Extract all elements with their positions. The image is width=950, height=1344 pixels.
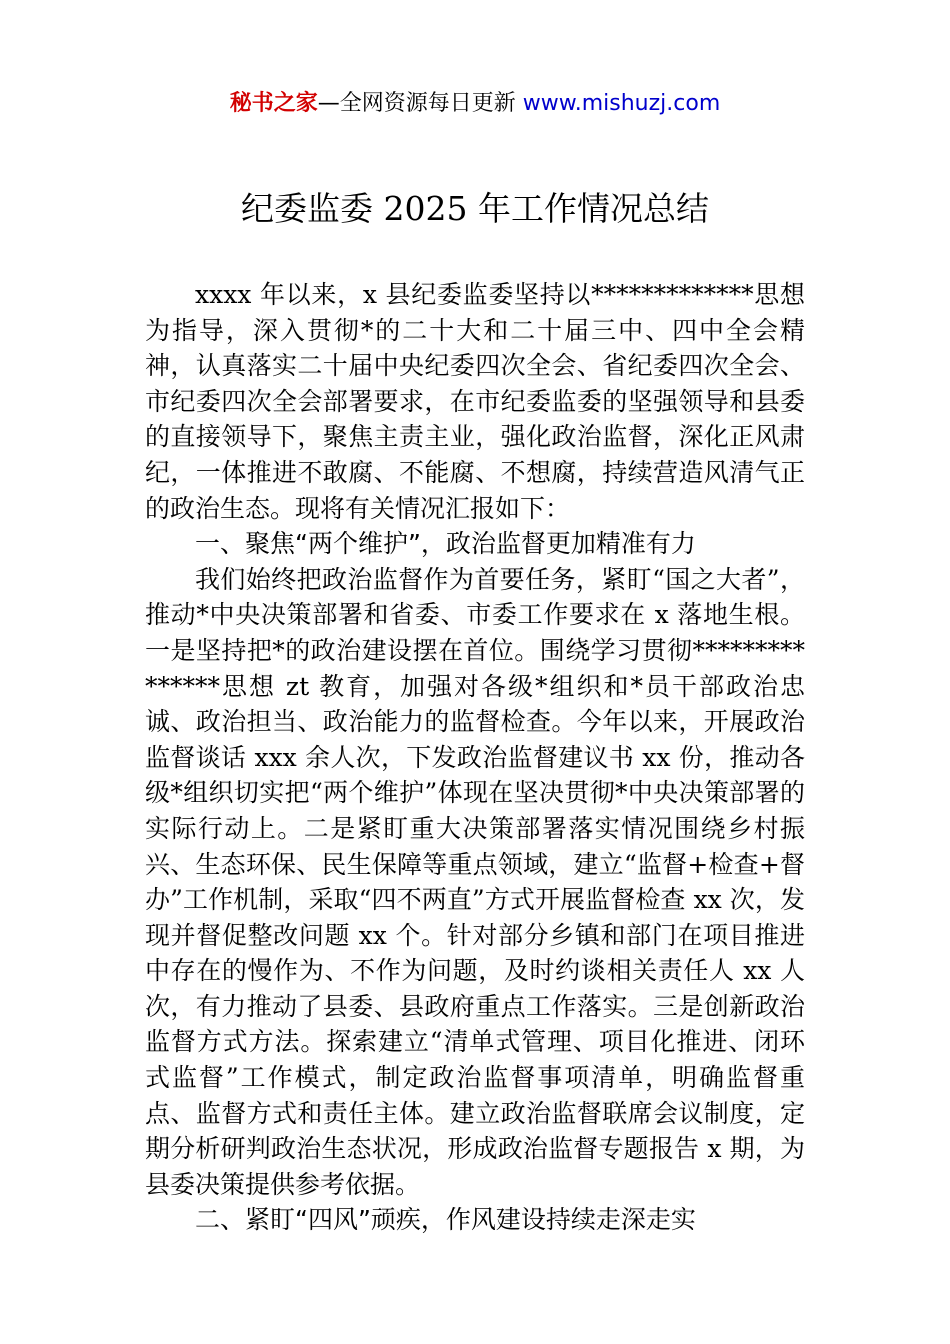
site-brand: 秘书之家 <box>229 91 318 116</box>
site-url-link[interactable]: www.mishuzj.com <box>522 91 721 116</box>
section-paragraph-1: 我们始终把政治监督作为首要任务，紧盯“国之大者”，推动*中央决策部署和省委、市委工作要求在 x 落地生根。一是坚持把*的政治建设摆在首位。围绕学习贯彻***************思想 zt 教育，加强对各级*组织和*员干部政治忠诚、政治担当、政治能力的监督检查。今年以来，开展政治监督谈话 xxx 余人次，下发政治监督建议书 xx 份，推动各级*组织切实把“两个维护”体现在坚决贯彻*中央决策部署的实际行动上。二是紧盯重大决策部署落实情况围绕乡村振兴、生态环保、民生保障等重点领域，建立“监督+检查+督办”工作机制，采取“四不两直”方式开展监督检查 xx 次，发现并督促整改问题 xx 个。针对部分乡镇和部门在项目推进中存在的慢作为、不作为问题，及时约谈相关责任人 xx 人次，有力推动了县委、县政府重点工作落实。三是创新政治监督方式方法。探索建立“清单式管理、项目化推进、闭环式监督”工作模式，制定政治监督事项清单，明确监督重点、监督方式和责任主体。建立政治监督联席会议制度，定期分析研判政治生态状况，形成政治监督专题报告 x 期，为县委决策提供参考依据。 <box>145 564 805 1199</box>
document-body <box>145 277 805 1238</box>
section-heading-1: 一、聚焦“两个维护”，政治监督更加精准有力 <box>195 529 696 559</box>
document-title: 纪委监委 2025 年工作情况总结 <box>241 189 709 228</box>
section-heading-2: 二、紧盯“四风”顽疾，作风建设持续走深走实 <box>195 1205 696 1235</box>
intro-paragraph: xxxx 年以来，x 县纪委监委坚持以*************思想为指导，深入贯彻*的二十大和二十届三中、四中全会精神，认真落实二十届中央纪委四次全会、省纪委四次全会、市纪委四次全会部署要求，在市纪委监委的坚强领导和县委的直接领导下，聚焦主责主业，强化政治监督，深化正风肃纪，一体推进不敢腐、不能腐、不想腐，持续营造风清气正的政治生态。现将有关情况汇报如下： <box>145 280 805 523</box>
site-tagline: —全网资源每日更新 <box>317 91 523 116</box>
site-header <box>0 86 950 122</box>
